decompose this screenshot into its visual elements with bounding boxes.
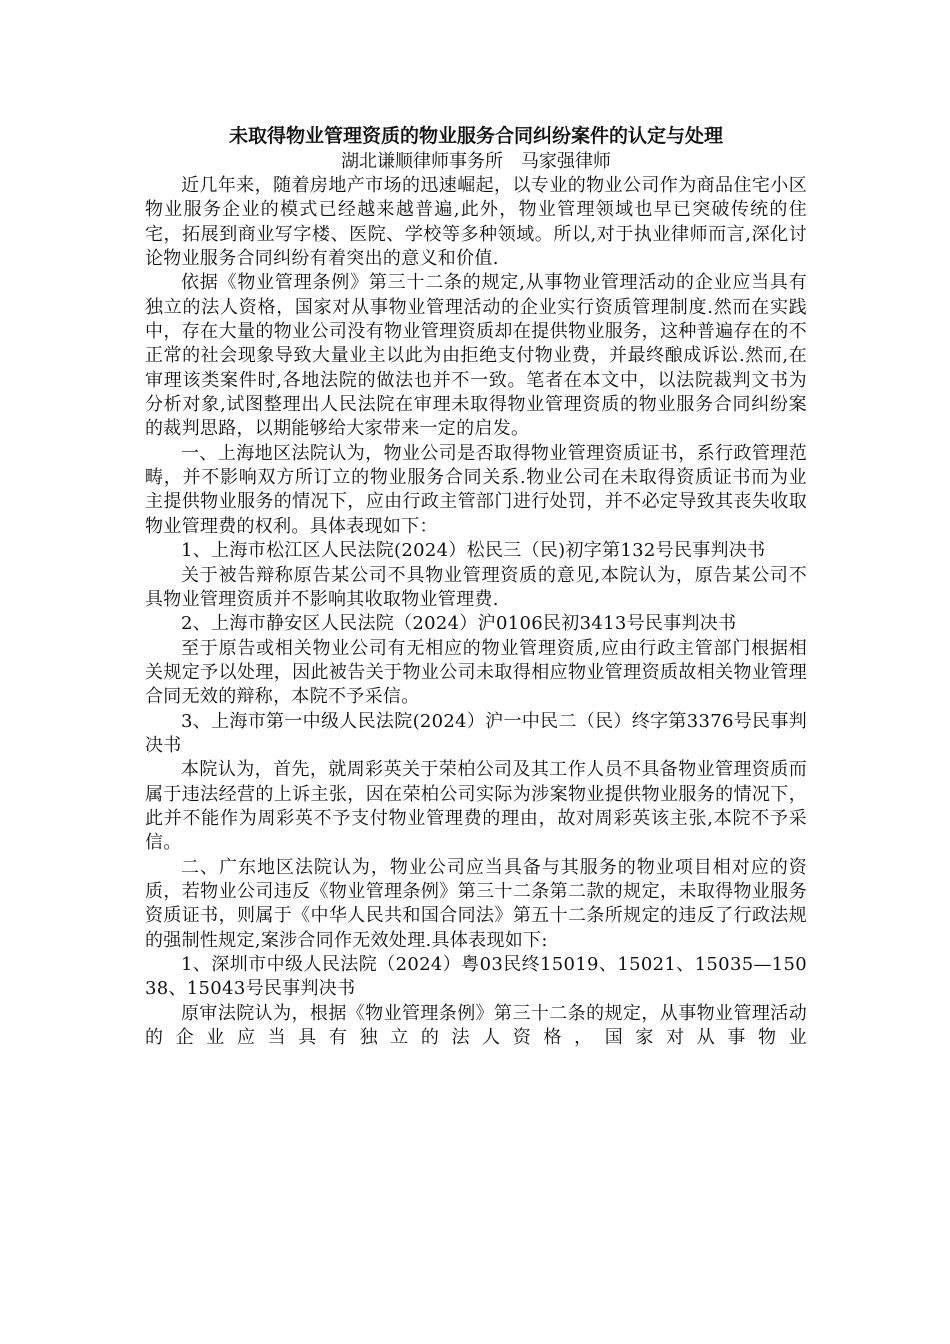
paragraph-intro: 近几年来，随着房地产市场的迅速崛起，以专业的物业公司作为商品住宅小区物业服务企业的模式已经越来越普遍,此外，物业管理领域也早已突破传统的住宅，拓展到商业写字楼、医院、学校等多种领域。所以,对于执业律师而言,深化讨论物业服务合同纠纷有着突出的意义和价值. bbox=[145, 175, 807, 270]
case-heading-shanghai-first-intermediate: 3、上海市第一中级人民法院(2024）沪一中民二（民）终字第3376号民事判决书 bbox=[145, 710, 807, 756]
case-heading-jingan: 2、上海市静安区人民法院（2024）沪0106民初3413号民事判决书 bbox=[181, 613, 737, 635]
paragraph-section-two: 二、广东地区法院认为，物业公司应当具备与其服务的物业项目相对应的资质，若物业公司违反《物业管理条例》第三十二条第二款的规定，未取得物业服务资质证书，则属于《中华人民共和国合同法》第五十二条所规定的违反了行政法规的强制性规定,案涉合同作无效处理.具体表现如下: bbox=[145, 856, 807, 951]
paragraph-section-one: 一、上海地区法院认为，物业公司是否取得物业管理资质证书，系行政管理范畴，并不影响双方所订立的物业服务合同关系.物业公司在未取得资质证书而为业主提供物业服务的情况下，应由行政主管部门进行处罚，并不必定导致其丧失收取物业管理费的权利。具体表现如下： bbox=[145, 442, 807, 537]
paragraph-background: 依据《物业管理条例》第三十二条的规定,从事物业管理活动的企业应当具有独立的法人资格，国家对从事物业管理活动的企业实行资质管理制度.然而在实践中，存在大量的物业公司没有物业管理资质却在提供物业服务，这种普遍存在的不正常的社会现象导致大量业主以此为由拒绝支付物业费，并最终酿成诉讼.然而,在审理该类案件时,各地法院的做法也并不一致。笔者在本文中，以法院裁判文书为分析对象,试图整理出人民法院在审理未取得物业管理资质的物业服务合同纠纷案的裁判思路，以期能够给大家带来一定的启发。 bbox=[145, 272, 807, 440]
case-excerpt-shenzhen: 原审法院认为，根据《物业管理条例》第三十二条的规定，从事物业管理活动的企业应当具有独立的法人资格，国家对从事物业 bbox=[145, 1002, 807, 1049]
case-excerpt-shanghai-first-intermediate: 本院认为，首先，就周彩英关于荣柏公司及其工作人员不具备物业管理资质而属于违法经营的上诉主张，因在荣柏公司实际为涉案物业提供物业服务的情况下，此并不能作为周彩英不予支付物业管理费的理由，故对周彩英该主张,本院不予采信。 bbox=[145, 759, 807, 854]
document-page bbox=[145, 122, 807, 1050]
case-heading-songjiang: 1、上海市松江区人民法院(2024）松民三（民)初字第132号民事判决书 bbox=[181, 540, 766, 562]
case-excerpt-songjiang: 关于被告辩称原告某公司不具物业管理资质的意见,本院认为，原告某公司不具物业管理资质并不影响其收取物业管理费. bbox=[145, 564, 807, 610]
document-title: 未取得物业管理资质的物业服务合同纠纷案件的认定与处理 bbox=[228, 125, 723, 147]
case-heading-shenzhen: 1、深圳市中级人民法院（2024）粤03民终15019、15021、15035—15038、15043号民事判决书 bbox=[145, 954, 807, 1000]
case-excerpt-jingan: 至于原告或相关物业公司有无相应的物业管理资质,应由行政主管部门根据相关规定予以处理，因此被告关于物业公司未取得相应物业管理资质故相关物业管理合同无效的辩称，本院不予采信。 bbox=[145, 637, 807, 708]
document-author: 湖北谦顺律师事务所 马家强律师 bbox=[341, 151, 611, 172]
